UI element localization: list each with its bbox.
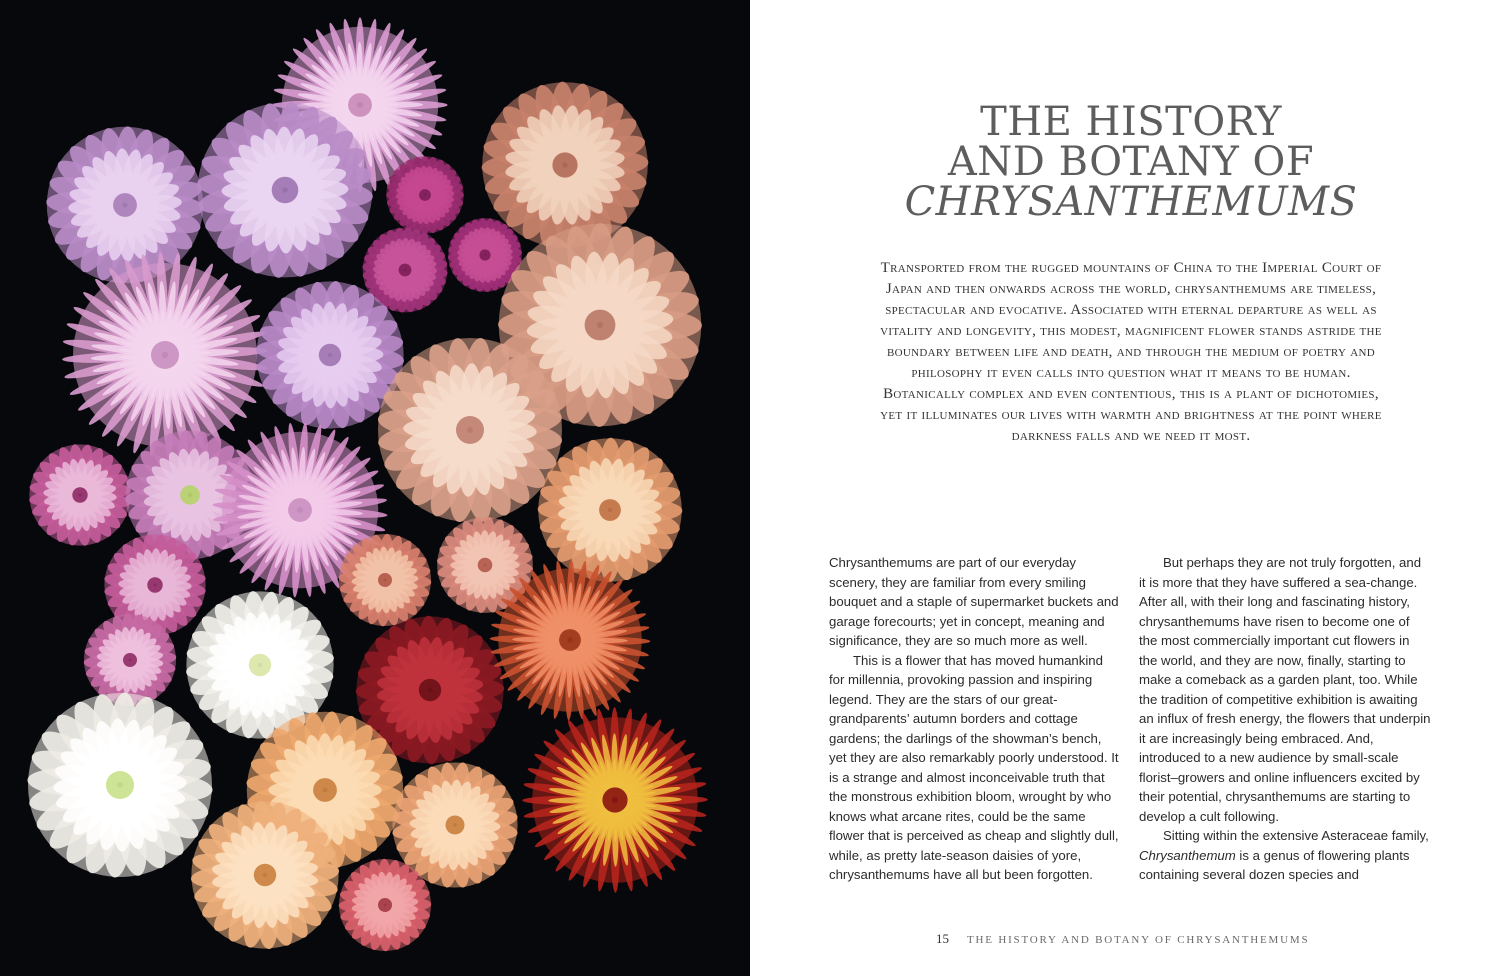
- title-line-3: CHRYSANTHEMUMS: [904, 179, 1358, 225]
- page-footer: [936, 930, 1309, 948]
- page-number: 15: [936, 931, 949, 946]
- body-column-left: [829, 553, 1119, 885]
- intro-paragraph: Transported from the rugged mountains of China to the Imperial Court of Japan and then onwards across the world, chrysanthemums are timeless, spectacular and evocative. Associated with eternal departure as well as vitality and longevity, this modest, magnificent flower stands astride the boundary between life and death, and through the medium of poetry and philosophy it even calls into question what it means to be human. Botanically complex and even contentious, this is a plant of dichotomies, yet it illuminates our lives with warmth and brightness at the point where darkness falls and we need it most.: [880, 260, 1382, 444]
- chrysanthemum-flower: [338, 858, 431, 951]
- title-line-2: AND BOTANY OF: [947, 139, 1315, 185]
- body-text: is a genus of flowering plants containing several dozen species and: [1139, 847, 1410, 882]
- body-paragraph: This is a flower that has moved humankind for millennia, provoking passion and inspiring legend. They are the stars of our great-grandparents’ autumn borders and cottage gardens; the darlings of the showman’s bench, yet they are also remarkably poorly understood. It is a strange and almost inconceivable truth that the monstrous exhibition bloom, wrought by who knows what arcane rites, could be the same flower that is perceived as cheap and slightly dull, while, as pretty late-season daisies of yore, chrysanthemums have all but been forgotten.: [829, 652, 1119, 882]
- body-paragraph: [1139, 826, 1431, 885]
- genus-name: Chrysanthemum: [1139, 847, 1236, 863]
- text-page: [750, 0, 1500, 976]
- body-column-right: [1139, 553, 1431, 885]
- chapter-title: [750, 99, 1500, 225]
- chrysanthemum-flower: [537, 437, 683, 583]
- running-head: THE HISTORY AND BOTANY OF CHRYSANTHEMUMS: [967, 934, 1310, 946]
- title-line-1: THE HISTORY: [980, 99, 1282, 145]
- body-paragraph: But perhaps they are not truly forgotten, and it is more that they have suffered a sea-change. After all, with their long and fascinating history, chrysanthemums have risen to become one of the most commercially important cut flowers in the world, and they are now, finally, starting to make a comeback as a garden plant, too. While the tradition of competitive exhibition is awaiting an influx of fresh energy, the flowers that underpin it are increasingly being embraced. And, introduced to a new audience by small-scale florist–growers and online influencers excited by their potential, chrysanthemums are starting to develop a cult following.: [1139, 555, 1431, 824]
- body-text: Sitting within the extensive Asteraceae family,: [1163, 828, 1429, 843]
- body-paragraph: Chrysanthemums are part of our everyday scenery, they are familiar from every smiling bouquet and a staple of supermarket buckets and garage forecourts; yet in concept, meaning and significance, they are so much more as well.: [829, 555, 1119, 648]
